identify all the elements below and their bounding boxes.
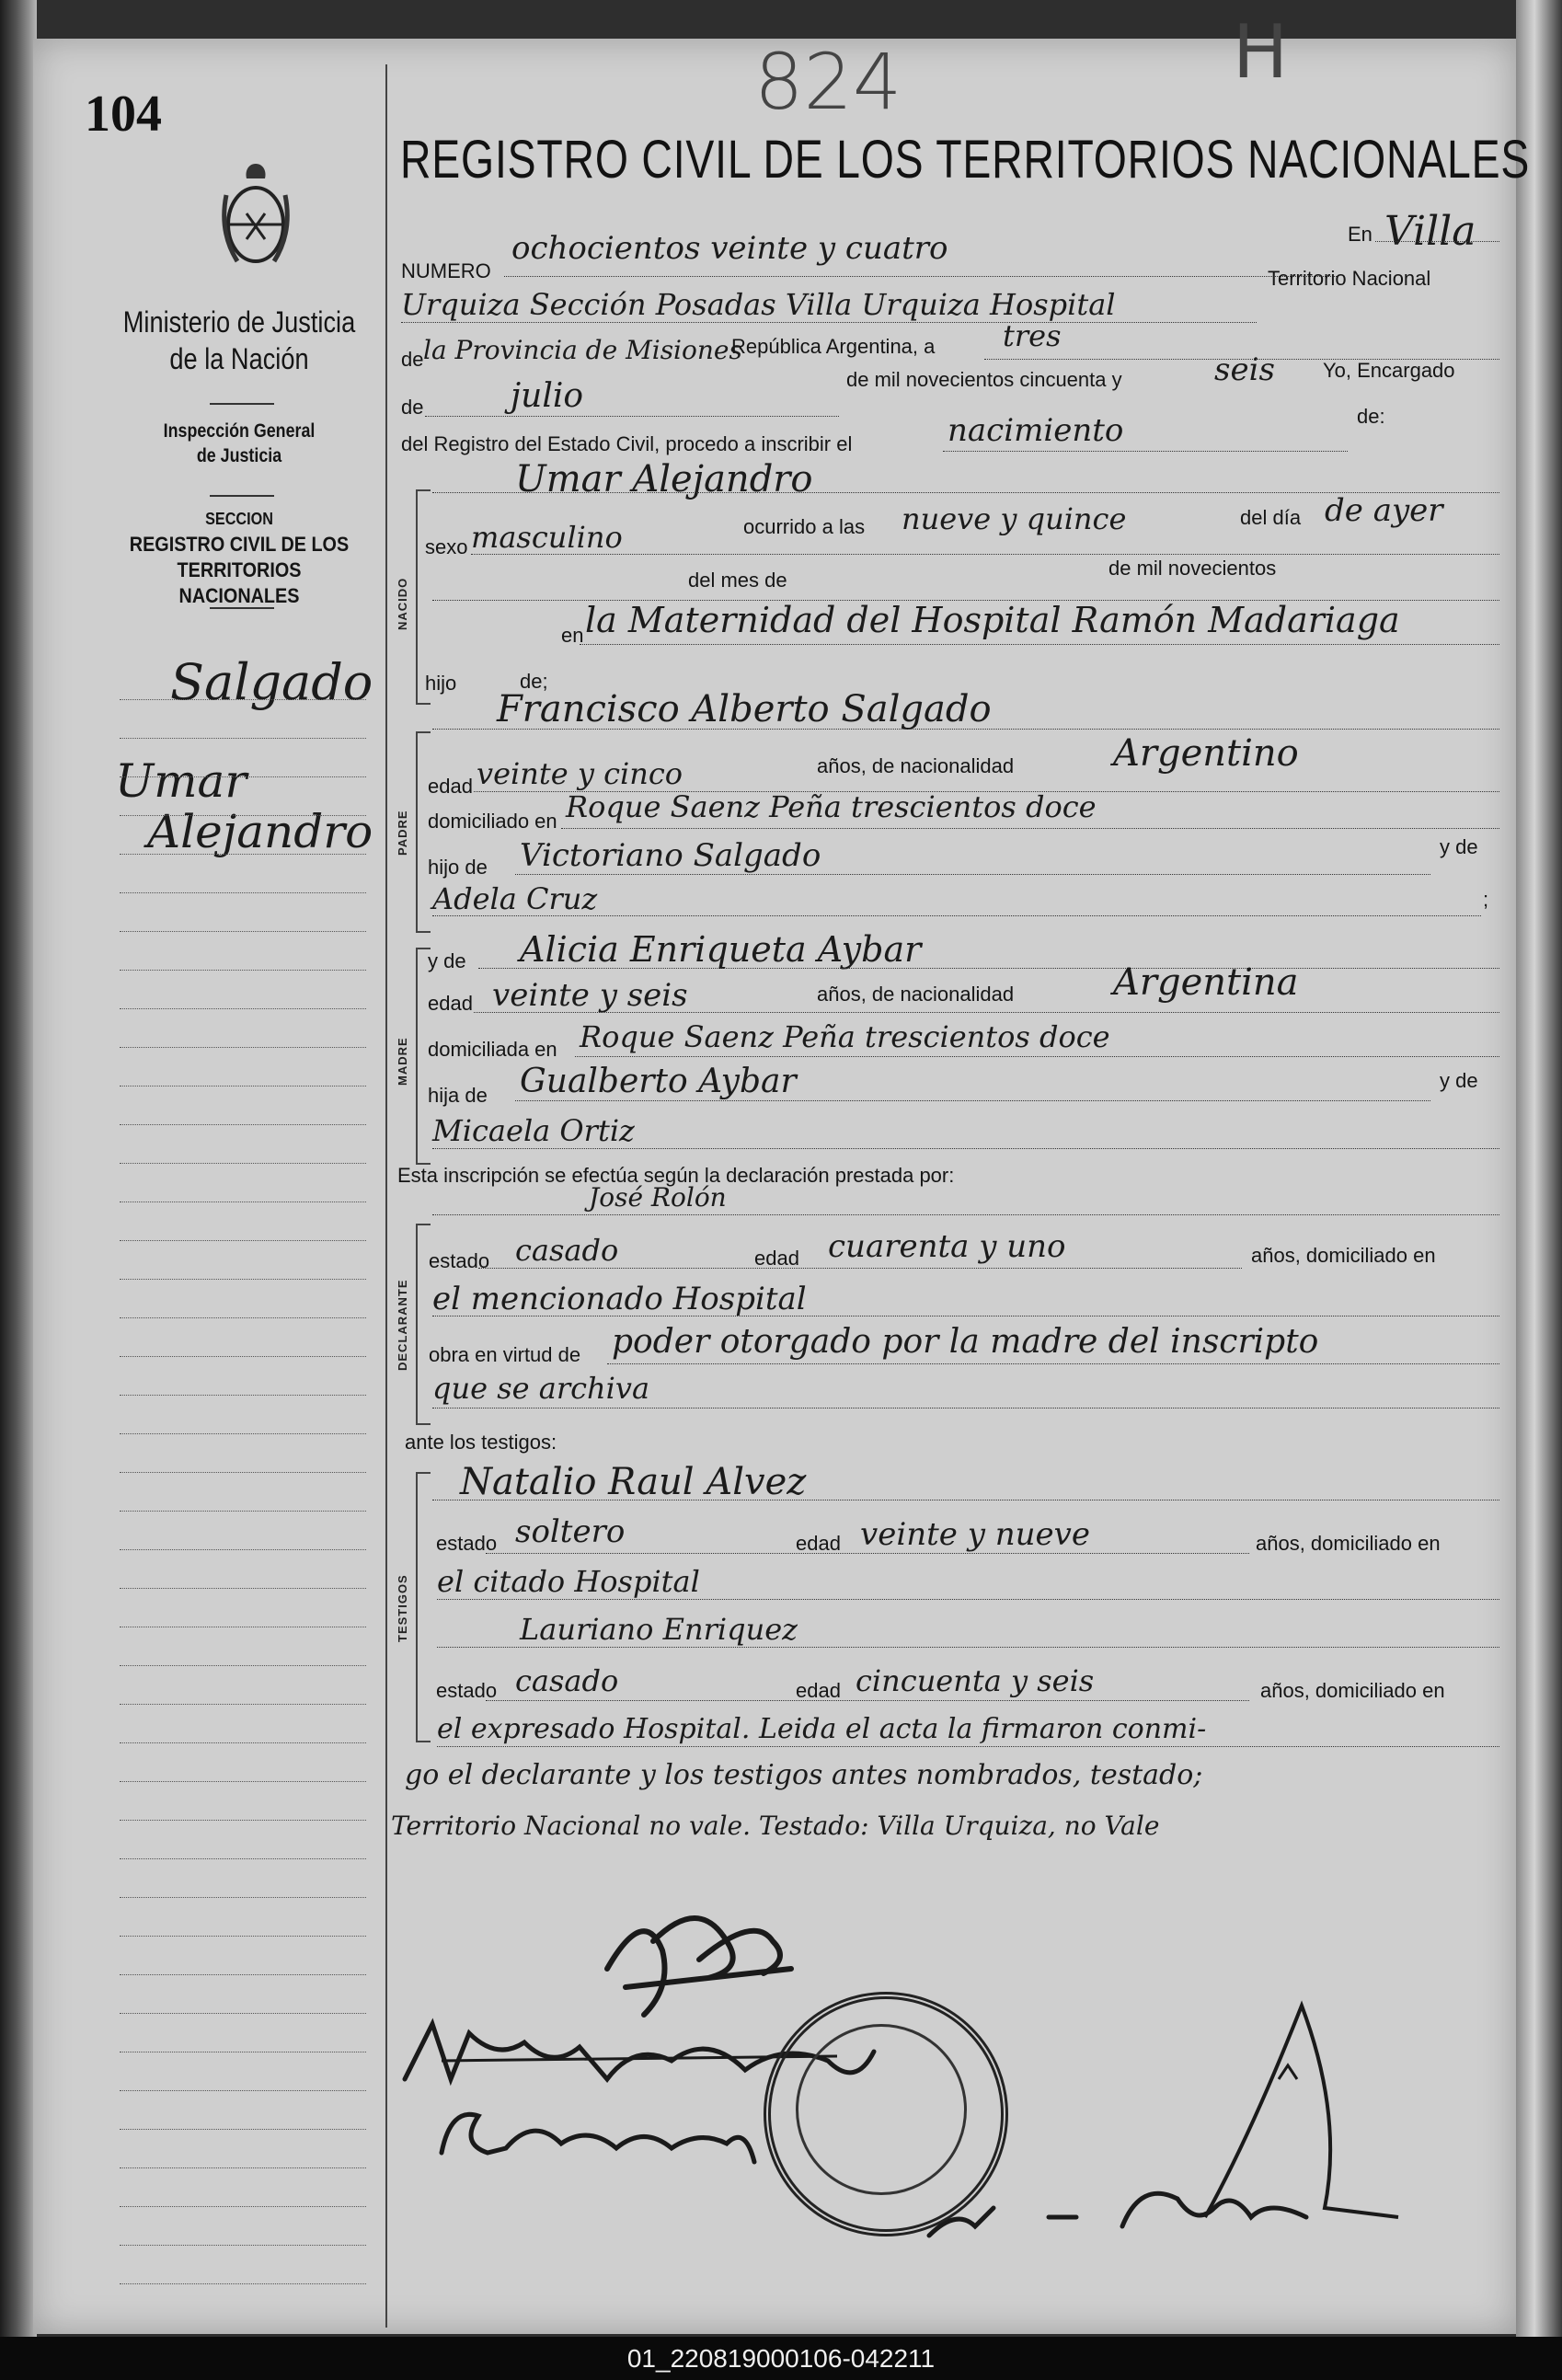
margin-ruled-line [120, 1936, 366, 1937]
label-y-de3: y de [1440, 1069, 1478, 1092]
margin-ruled-line [120, 1201, 366, 1202]
value-lugar: Urquiza Sección Posadas Villa Urquiza Hospital [401, 287, 1116, 322]
label-yo: Yo, Encargado [1323, 359, 1455, 382]
margin-ruled-line [120, 1472, 366, 1473]
value-madre-nac: Argentina [1113, 961, 1299, 1004]
label-hijo-de: hijo de [428, 856, 488, 879]
margin-ruled-line [120, 1008, 366, 1009]
value-t1-nombre: Natalio Raul Alvez [460, 1461, 807, 1503]
fill-line [580, 644, 1499, 645]
label-hija-de: hija de [428, 1084, 488, 1107]
margin-ruled-line [120, 1511, 366, 1512]
margin-ruled-line [120, 2206, 366, 2207]
fill-line [432, 915, 1481, 916]
value-cierre-1: go el declarante y los testigos antes nombrados, testado; [405, 1759, 1203, 1791]
value-hora: nueve y quince [902, 501, 1127, 536]
value-lugar-nac: la Maternidad del Hospital Ramón Madariaga [585, 600, 1400, 640]
value-decl-obra2: que se archiva [432, 1371, 650, 1406]
value-padre-dom: Roque Saenz Peña trescientos doce [566, 789, 1097, 824]
label-anos-nac2: años, de nacionalidad [817, 983, 1015, 1006]
value-madre-nombre: Alicia Enriqueta Aybar [520, 929, 922, 970]
label-en2: en [561, 624, 584, 647]
label-de2: de [401, 396, 424, 419]
value-madre-dom: Roque Saenz Peña trescientos doce [580, 1019, 1110, 1054]
value-decl-edad: cuarenta y uno [828, 1228, 1066, 1265]
value-declarante: José Rolón [589, 1182, 727, 1213]
margin-ruled-line [120, 1781, 366, 1782]
margin-ruled-line [120, 1858, 366, 1859]
margin-surname: Salgado [170, 653, 373, 711]
value-anio: seis [1214, 351, 1275, 388]
value-t2-estado: casado [515, 1663, 619, 1698]
label-numero: NUMERO [401, 259, 491, 282]
margin-ruled-line [120, 1047, 366, 1048]
label-anos-dom2: años, domiciliado en [1256, 1532, 1441, 1555]
margin-ruled-line [120, 1163, 366, 1164]
label-de: de [401, 348, 424, 371]
label-estado2: estado [436, 1532, 498, 1555]
fill-line [471, 554, 1499, 555]
value-acto: nacimiento [948, 412, 1124, 449]
fill-line [432, 729, 1499, 730]
margin-ruled-line [120, 815, 366, 816]
label-anos-dom: años, domiciliado en [1251, 1244, 1436, 1267]
label-declarante: DECLARANTE [396, 1279, 409, 1371]
ink-corner-mark: H [1233, 9, 1289, 95]
page-edge [1516, 0, 1562, 2337]
ink-record-number: 824 [754, 37, 902, 127]
fill-line [478, 1268, 1242, 1269]
label-sexo: sexo [425, 535, 468, 558]
fill-line [515, 1100, 1430, 1101]
label-anos-nac: años, de nacionalidad [817, 754, 1015, 777]
image-filename-footer: 01_220819000106-042211 [0, 2337, 1562, 2380]
label-y-de2: y de [428, 949, 466, 972]
value-en: Villa [1384, 208, 1476, 255]
margin-ruled-line [120, 1279, 366, 1280]
fill-line [486, 1553, 1249, 1554]
value-decl-obra: poder otorgado por la madre del inscripto [612, 1323, 1319, 1361]
inspection-name: Inspección General de Justicia [163, 420, 316, 466]
fill-line [943, 451, 1348, 452]
label-en: En [1348, 223, 1372, 246]
margin-ruled-line [120, 1395, 366, 1396]
signature-testigo-2 [423, 2088, 791, 2180]
label-y-de: y de [1440, 835, 1478, 858]
label-edad2: edad [428, 992, 473, 1015]
fill-line [474, 1012, 1499, 1013]
fill-line [432, 1214, 1499, 1215]
coat-of-arms-icon [219, 158, 293, 276]
label-republica: República Argentina, a [731, 335, 936, 358]
fill-line [575, 1056, 1499, 1057]
fill-line [432, 1148, 1499, 1149]
label-declaracion: Esta inscripción se efectúa según la declaración prestada por: [397, 1164, 955, 1187]
value-padre-nombre: Francisco Alberto Salgado [497, 688, 992, 730]
label-de4: de; [520, 670, 548, 693]
label-de3: de: [1357, 405, 1385, 428]
label-registro: del Registro del Estado Civil, procedo a inscribir el [401, 432, 853, 455]
value-cierre-2: Territorio Nacional no vale. Testado: Villa Urquiza, no Vale [391, 1811, 1160, 1841]
margin-ruled-line [120, 1742, 366, 1743]
handwritten-mark [1196, 1987, 1417, 2226]
margin-ruled-line [120, 1897, 366, 1898]
margin-ruled-line [120, 1704, 366, 1705]
value-padre-madre: Adela Cruz [432, 881, 598, 916]
margin-ruled-line [120, 1240, 366, 1241]
value-decl-estado: casado [515, 1233, 619, 1268]
label-ocurrido: ocurrido a las [743, 515, 866, 538]
value-t1-edad: veinte y nueve [860, 1516, 1090, 1553]
value-madre-madre: Micaela Ortiz [432, 1113, 635, 1148]
label-domiciliado-en: domiciliado en [428, 810, 557, 833]
label-anos-dom3: años, domiciliado en [1260, 1679, 1445, 1702]
label-mil-nov-cincuenta: de mil novecientos cincuenta y [846, 368, 1122, 391]
label-territorio: Territorio Nacional [1268, 267, 1431, 290]
page-number: 104 [85, 86, 162, 143]
fill-line [478, 968, 1499, 969]
value-dia: tres [1003, 318, 1062, 353]
value-sexo: masculino [471, 520, 623, 555]
value-t2-nombre: Lauriano Enriquez [520, 1612, 798, 1647]
book-binding [0, 0, 37, 2337]
label-madre: MADRE [396, 1037, 409, 1086]
value-t1-dom: el citado Hospital [437, 1564, 700, 1599]
margin-given-name-2: Alejandro [147, 805, 373, 858]
margin-ruled-line [120, 2245, 366, 2246]
column-divider [385, 64, 387, 2328]
fill-line [437, 1746, 1499, 1747]
fill-line [425, 416, 839, 417]
margin-ruled-line [120, 1549, 366, 1550]
fill-line [1375, 241, 1499, 242]
divider-line [210, 403, 274, 405]
margin-ruled-line [120, 776, 366, 777]
margin-ruled-line [120, 1356, 366, 1357]
fill-line [437, 1647, 1499, 1648]
value-dia-nac: de ayer [1325, 492, 1443, 529]
margin-ruled-line [120, 1124, 366, 1125]
margin-ruled-line [120, 1433, 366, 1434]
value-t1-estado: soltero [515, 1513, 626, 1550]
label-edad4: edad [796, 1532, 841, 1555]
label-domiciliada-en: domiciliada en [428, 1038, 557, 1061]
margin-ruled-line [120, 1588, 366, 1589]
margin-ruled-line [120, 854, 366, 855]
label-mil-nov: de mil novecientos [1108, 557, 1277, 580]
value-padre-padre: Victoriano Salgado [520, 837, 821, 874]
label-edad5: edad [796, 1679, 841, 1702]
ministry-name: Ministerio de Justicia de la Nación [122, 305, 356, 375]
label-testigos: TESTIGOS [396, 1574, 409, 1642]
value-madre-edad: veinte y seis [492, 977, 688, 1014]
value-decl-dom: el mencionado Hospital [432, 1281, 807, 1317]
fill-line [486, 1700, 1249, 1701]
label-edad3: edad [754, 1247, 799, 1270]
fill-line [607, 1363, 1499, 1364]
margin-ruled-line [120, 699, 366, 700]
label-padre: PADRE [396, 810, 409, 856]
fill-line [504, 276, 1337, 277]
divider-line [210, 607, 274, 609]
value-numero: ochocientos veinte y cuatro [511, 230, 948, 267]
signature-declarante [589, 1886, 810, 2024]
margin-ruled-line [120, 1820, 366, 1821]
label-hijo: hijo [425, 672, 457, 695]
label-ante: ante los testigos: [405, 1431, 557, 1454]
value-nombre: Umar Alejandro [515, 458, 813, 500]
label-estado3: estado [436, 1679, 498, 1702]
margin-ruled-line [120, 970, 366, 971]
label-obra: obra en virtud de [429, 1343, 581, 1366]
label-del-dia: del día [1240, 506, 1302, 529]
value-mes: julio [511, 377, 584, 415]
label-nacido: NACIDO [396, 577, 409, 630]
label-edad: edad [428, 775, 473, 798]
margin-given-name-1: Umar [115, 754, 247, 808]
margin-ruled-line [120, 2167, 366, 2168]
value-padre-edad: veinte y cinco [477, 756, 683, 791]
margin-ruled-line [120, 931, 366, 932]
value-madre-padre: Gualberto Aybar [520, 1063, 797, 1100]
margin-ruled-line [120, 2013, 366, 2014]
label-estado: estado [429, 1249, 490, 1272]
section-bracket [416, 1472, 431, 1742]
value-padre-nac: Argentino [1113, 732, 1299, 775]
document-title: REGISTRO CIVIL DE LOS TERRITORIOS NACIONALES [400, 130, 1531, 190]
margin-ruled-line [120, 1086, 366, 1087]
fill-line [437, 1599, 1499, 1600]
margin-ruled-line [120, 1317, 366, 1318]
value-t2-edad: cincuenta y seis [856, 1663, 1095, 1698]
margin-ruled-line [120, 2283, 366, 2284]
margin-ruled-line [120, 2129, 366, 2130]
fill-line [515, 874, 1430, 875]
official-seal-inner [796, 2024, 967, 2195]
margin-ruled-line [120, 738, 366, 739]
margin-ruled-line [120, 2090, 366, 2091]
margin-ruled-line [120, 1665, 366, 1666]
value-t2-dom: el expresado Hospital. Leida el acta la firmaron conmi- [437, 1713, 1207, 1745]
fill-line [561, 828, 1499, 829]
value-provincia: la Provincia de Misiones [423, 335, 742, 365]
fill-line [401, 322, 1257, 323]
margin-ruled-line [120, 892, 366, 893]
label-semicolon: ; [1483, 888, 1489, 911]
label-del-mes: del mes de [688, 569, 787, 592]
margin-ruled-line [120, 1974, 366, 1975]
section-name: SECCION REGISTRO CIVIL DE LOS TERRITORIOS NACIONALES [129, 510, 350, 607]
divider-line [210, 495, 274, 497]
